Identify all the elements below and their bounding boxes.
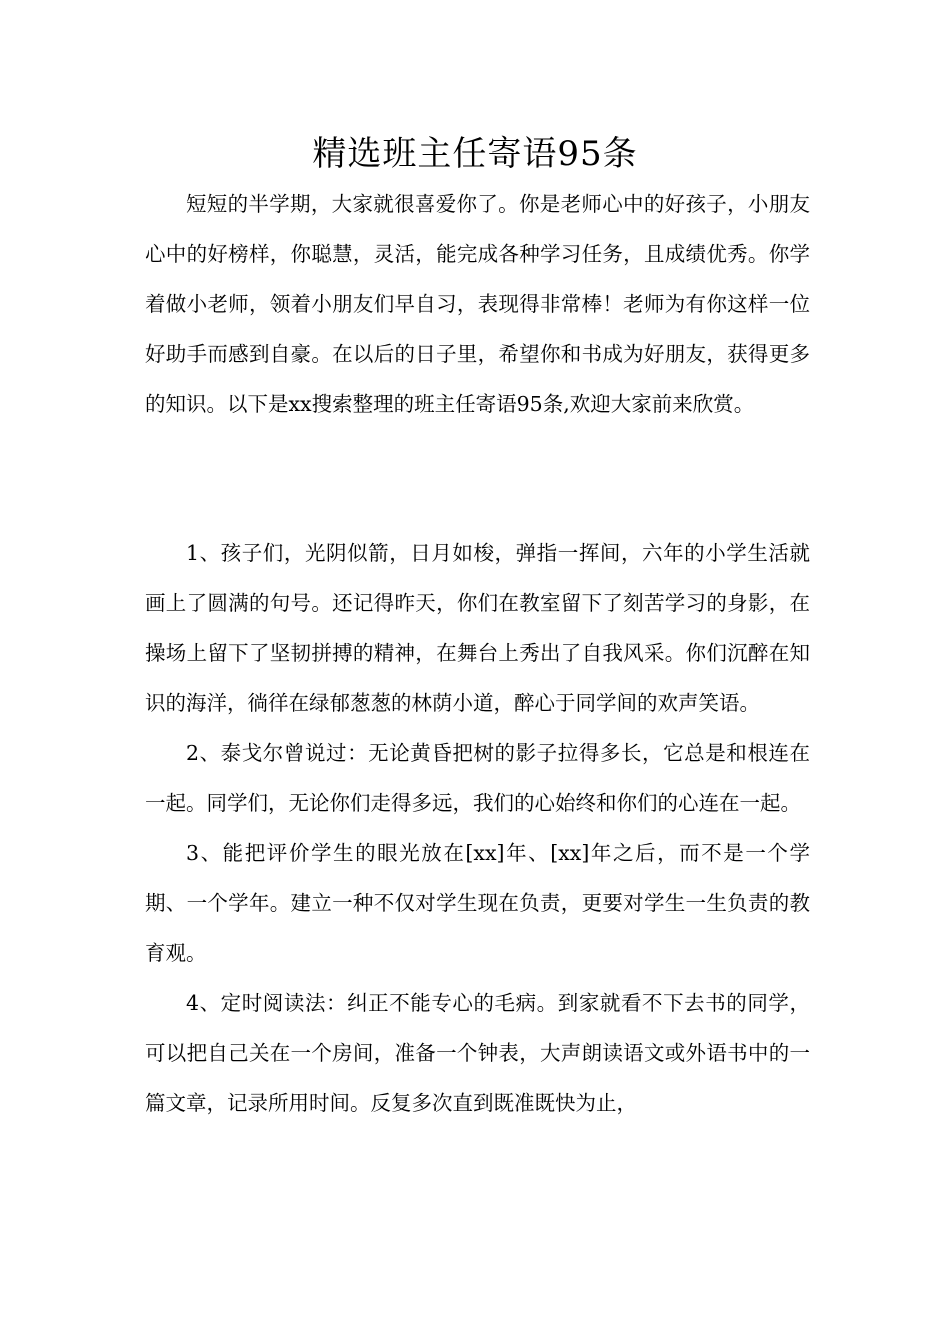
list-item: 4、定时阅读法：纠正不能专心的毛病。到家就看不下去书的同学，可以把自己关在一个房间，准备一个钟表，大声朗读语文或外语书中的一篇文章，记录所用时间。反复多次直到既准既快为止， [145, 991, 810, 1115]
list-item: 2、泰戈尔曾说过：无论黄昏把树的影子拉得多长，它总是和根连在一起。同学们，无论你们走得多远，我们的心始终和你们的心连在一起。 [145, 741, 810, 815]
intro-paragraph: 短短的半学期，大家就很喜爱你了。你是老师心中的好孩子，小朋友心中的好榜样，你聪慧，灵活，能完成各种学习任务，且成绩优秀。你学着做小老师，领着小朋友们早自习，表现得非常棒！老师为有你这样一位好助手而感到自豪。在以后的日子里，希望你和书成为好朋友，获得更多的知识。以下是xx搜索整理的班主任寄语95条,欢迎大家前来欣赏。 [145, 192, 810, 416]
items-list [145, 528, 810, 1128]
list-item: 1、孩子们，光阴似箭，日月如梭，弹指一挥间，六年的小学生活就画上了圆满的句号。还记得昨天，你们在教室留下了刻苦学习的身影，在操场上留下了坚韧拼搏的精神，在舞台上秀出了自我风采。你们沉醉在知识的海洋，徜徉在绿郁葱葱的林荫小道，醉心于同学间的欢声笑语。 [145, 541, 810, 715]
document-title: 精选班主任寄语95条 [312, 134, 638, 174]
intro-section [145, 179, 810, 429]
list-item: 3、能把评价学生的眼光放在[xx]年、[xx]年之后，而不是一个学期、一个学年。建立一种不仅对学生现在负责，更要对学生一生负责的教育观。 [145, 841, 810, 965]
